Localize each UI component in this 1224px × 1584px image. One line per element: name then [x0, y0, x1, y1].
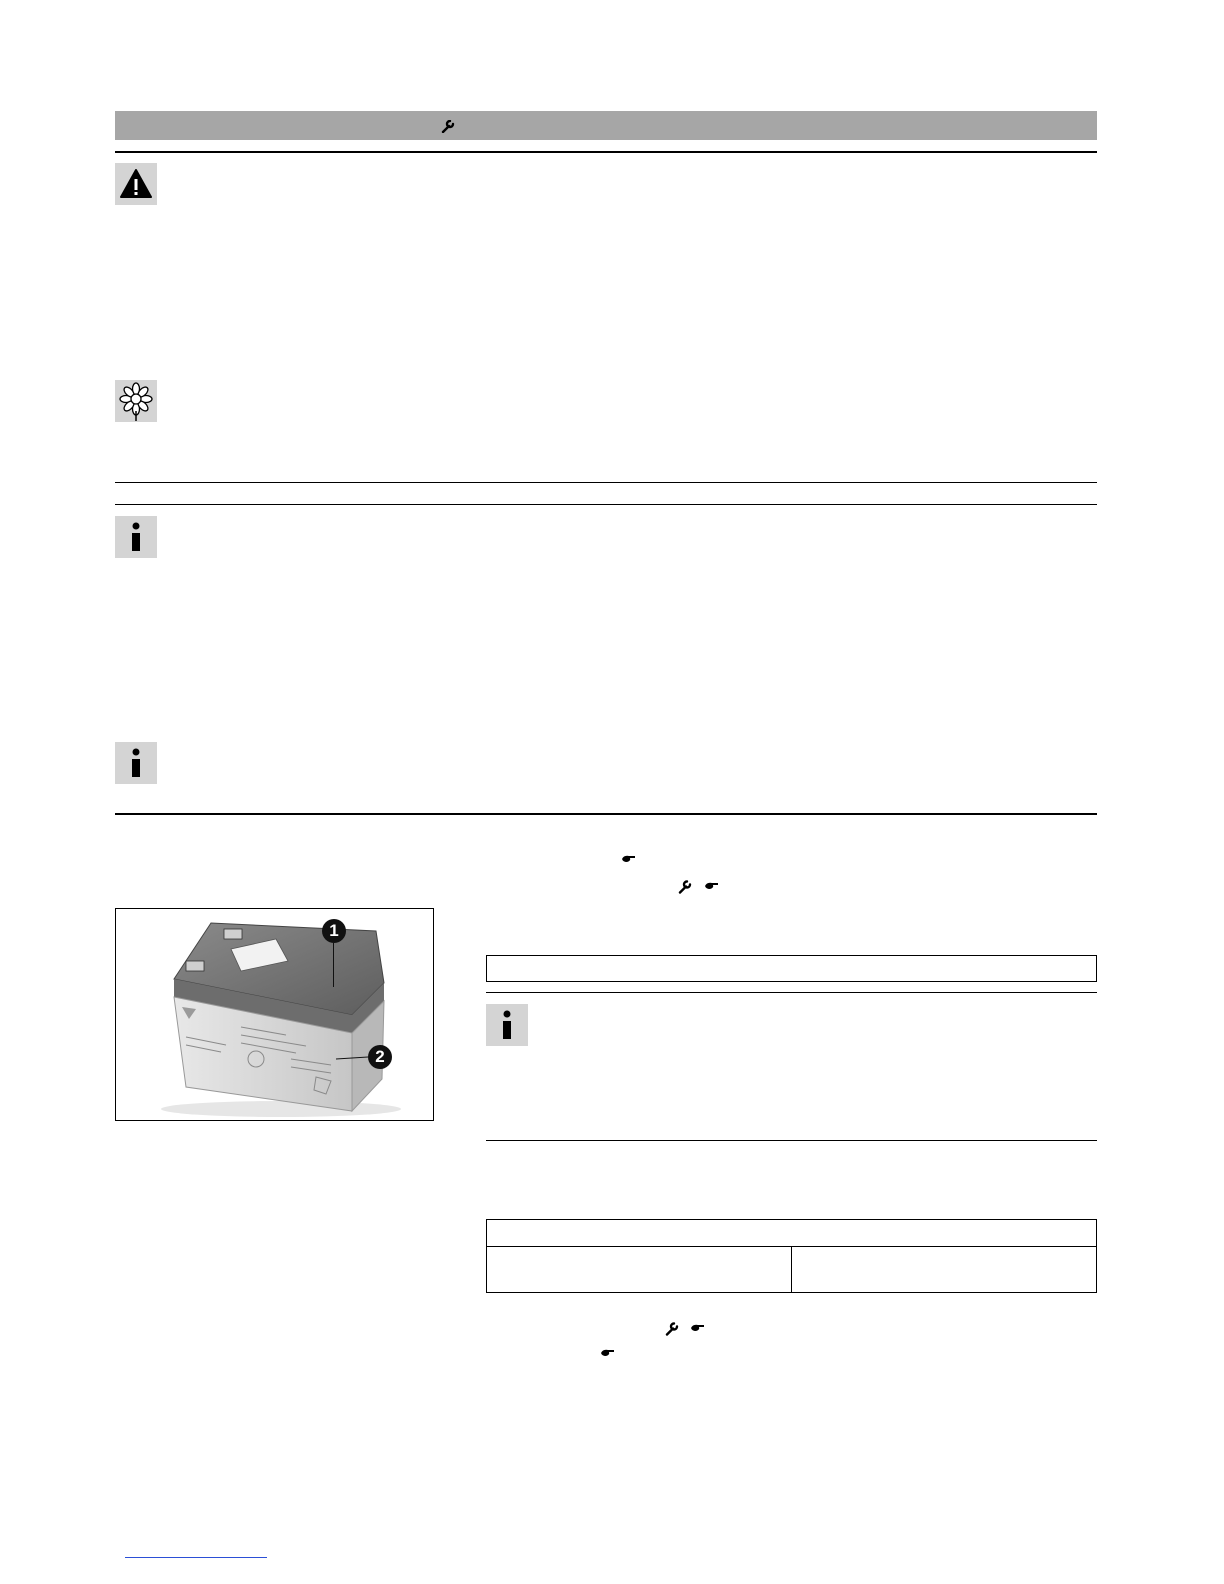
info-icon — [128, 522, 144, 552]
wrench-icon — [678, 880, 692, 894]
specification-box — [486, 955, 1097, 982]
info-notice-icon-tile — [486, 1004, 528, 1046]
notice-divider — [115, 504, 1097, 505]
section-divider — [115, 813, 1097, 815]
info-icon — [499, 1010, 515, 1040]
warning-icon — [119, 168, 153, 200]
notice-divider — [115, 482, 1097, 483]
callout-1: 1 — [322, 919, 346, 943]
battery-illustration — [116, 909, 434, 1121]
environment-notice-icon-tile — [115, 380, 157, 422]
pointing-hand-icon — [600, 1348, 615, 1357]
wrench-icon — [665, 1322, 679, 1336]
notice-divider — [486, 992, 1097, 993]
warning-notice-icon-tile — [115, 163, 157, 205]
callout-1-leader — [333, 943, 334, 987]
section-divider — [115, 151, 1097, 153]
battery-photo — [115, 908, 434, 1121]
pointing-hand-icon — [621, 854, 636, 863]
table-column-divider — [791, 1246, 792, 1292]
flower-icon — [118, 381, 154, 421]
notice-divider — [486, 1140, 1097, 1141]
callout-2: 2 — [368, 1045, 392, 1069]
pointing-hand-icon — [690, 1323, 705, 1332]
section-header-bar — [115, 111, 1097, 140]
info-icon — [128, 748, 144, 778]
info-notice-icon-tile — [115, 516, 157, 558]
info-notice-icon-tile — [115, 742, 157, 784]
wrench-icon — [441, 120, 455, 133]
pointing-hand-icon — [704, 881, 719, 890]
footer-link-underline[interactable] — [125, 1557, 267, 1558]
specification-table — [486, 1219, 1097, 1293]
